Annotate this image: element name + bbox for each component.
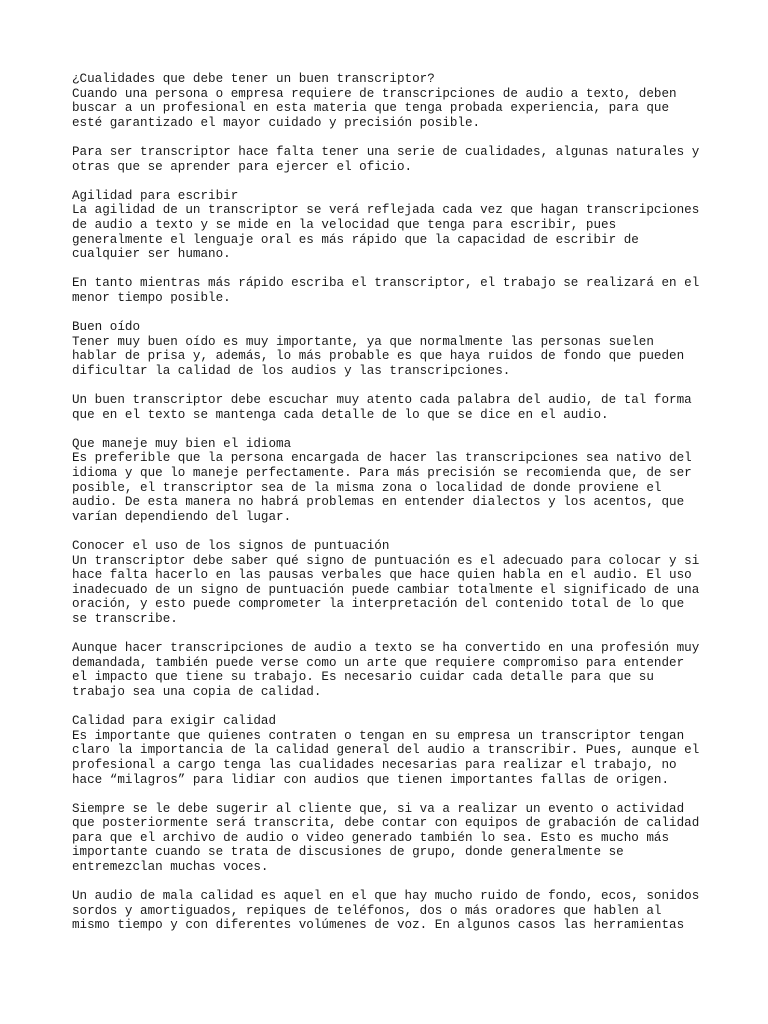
text-line: hace falta hacerlo en las pausas verbales que hace quien habla en el audio. El uso — [72, 568, 692, 583]
paragraph-escuchar — [72, 393, 712, 422]
text-line: buscar a un profesional en esta materia que tenga probada experiencia, para que — [72, 101, 670, 116]
text-line: audio. De esta manera no habrá problemas en entender dialectos y los acentos, que — [72, 495, 685, 510]
text-line: generalmente el lenguaje oral es más rápido que la capacidad de escribir de — [72, 232, 639, 247]
paragraph-mala-calidad — [72, 889, 712, 933]
text-line: Aunque hacer transcripciones de audio a texto se ha convertido en una profesión muy — [72, 641, 700, 656]
heading-cualidades: ¿Cualidades que debe tener un buen transcriptor? — [72, 72, 435, 86]
paragraph-calidad — [72, 714, 712, 787]
text-line: Es preferible que la persona encargada de hacer las transcripciones sea nativo del — [72, 451, 692, 466]
text-line: varían dependiendo del lugar. — [72, 509, 292, 524]
text-line: posible, el transcriptor sea de la misma zona o localidad de donde proviene el — [72, 480, 662, 495]
text-line: para que el archivo de audio o video generado también lo sea. Esto es mucho más — [72, 830, 670, 845]
text-line: el impacto que tiene su trabajo. Es necesario cuidar cada detalle para que su — [72, 670, 654, 685]
text-line: cualquier ser humano. — [72, 247, 231, 262]
text-line: hace “milagros” para lidiar con audios que tienen importantes fallas de origen. — [72, 772, 670, 787]
text-line: sordos y amortiguados, repiques de teléfonos, dos o más oradores que hablen al — [72, 903, 662, 918]
paragraph-rapidez — [72, 276, 712, 305]
text-line: otras que se aprender para ejercer el oficio. — [72, 159, 413, 174]
document-page — [72, 72, 712, 948]
paragraph-profesion — [72, 641, 712, 699]
text-line: de audio a texto y se mide en la velocidad que tenga para escribir, pues — [72, 217, 617, 232]
text-line: hablar de prisa y, además, lo más probable es que haya ruidos de fondo que pueden — [72, 349, 685, 364]
text-line: profesional a cargo tenga las cualidades necesarias para realizar el trabajo, no — [72, 757, 677, 772]
text-line: dificultar la calidad de los audios y las transcripciones. — [72, 363, 511, 378]
text-line: Para ser transcriptor hace falta tener una serie de cualidades, algunas naturales y — [72, 144, 700, 159]
heading-calidad: Calidad para exigir calidad — [72, 714, 277, 729]
text-line: Tener muy buen oído es muy importante, ya que normalmente las personas suelen — [72, 334, 654, 349]
text-line: trabajo sea una copia de calidad. — [72, 684, 322, 699]
paragraph-cualidades — [72, 145, 712, 174]
text-line: oración, y esto puede comprometer la interpretación del contenido total de lo que — [72, 597, 685, 612]
heading-buen-oido: Buen oído — [72, 320, 141, 335]
text-line: idioma y que lo maneje perfectamente. Para más precisión se recomienda que, de ser — [72, 466, 692, 481]
text-line: menor tiempo posible. — [72, 290, 231, 305]
text-line: que posteriormente será transcrita, debe contar con equipos de grabación de calidad — [72, 816, 700, 831]
text-line: Cuando una persona o empresa requiere de transcripciones de audio a texto, deben — [72, 86, 677, 101]
text-line: Un transcriptor debe saber qué signo de puntuación es el adecuado para colocar y si — [72, 553, 700, 568]
text-line: esté garantizado el mayor cuidado y precisión posible. — [72, 115, 481, 130]
heading-agilidad: Agilidad para escribir — [72, 188, 239, 203]
text-line: Un buen transcriptor debe escuchar muy atento cada palabra del audio, de tal forma — [72, 393, 692, 408]
paragraph-buen-oido — [72, 320, 712, 378]
heading-idioma: Que maneje muy bien el idioma — [72, 436, 292, 451]
paragraph-puntuacion — [72, 539, 712, 627]
text-line: mismo tiempo y con diferentes volúmenes de voz. En algunos casos las herramientas — [72, 918, 685, 933]
text-line: se transcribe. — [72, 611, 178, 626]
text-line: Un audio de mala calidad es aquel en el que hay mucho ruido de fondo, ecos, sonidos — [72, 889, 700, 904]
text-line: Siempre se le debe sugerir al cliente que, si va a realizar un evento o actividad — [72, 801, 685, 816]
text-line: claro la importancia de la calidad general del audio a transcribir. Pues, aunque el — [72, 743, 700, 758]
text-line: entremezclan muchas voces. — [72, 860, 269, 875]
text-line: La agilidad de un transcriptor se verá reflejada cada vez que hagan transcripciones — [72, 203, 700, 218]
text-line: En tanto mientras más rápido escriba el transcriptor, el trabajo se realizará en el — [72, 276, 700, 291]
paragraph-agilidad — [72, 189, 712, 262]
paragraph-intro — [72, 72, 712, 130]
paragraph-sugerir — [72, 802, 712, 875]
text-line: demandada, también puede verse como un arte que requiere compromiso para entender — [72, 655, 685, 670]
text-line: que en el texto se mantenga cada detalle de lo que se dice en el audio. — [72, 407, 609, 422]
text-line: inadecuado de un signo de puntuación puede cambiar totalmente el significado de una — [72, 582, 700, 597]
paragraph-idioma — [72, 437, 712, 525]
heading-puntuacion: Conocer el uso de los signos de puntuación — [72, 539, 390, 553]
text-line: Es importante que quienes contraten o tengan en su empresa un transcriptor tengan — [72, 728, 685, 743]
text-line: importante cuando se trata de discusiones de grupo, donde generalmente se — [72, 845, 624, 860]
